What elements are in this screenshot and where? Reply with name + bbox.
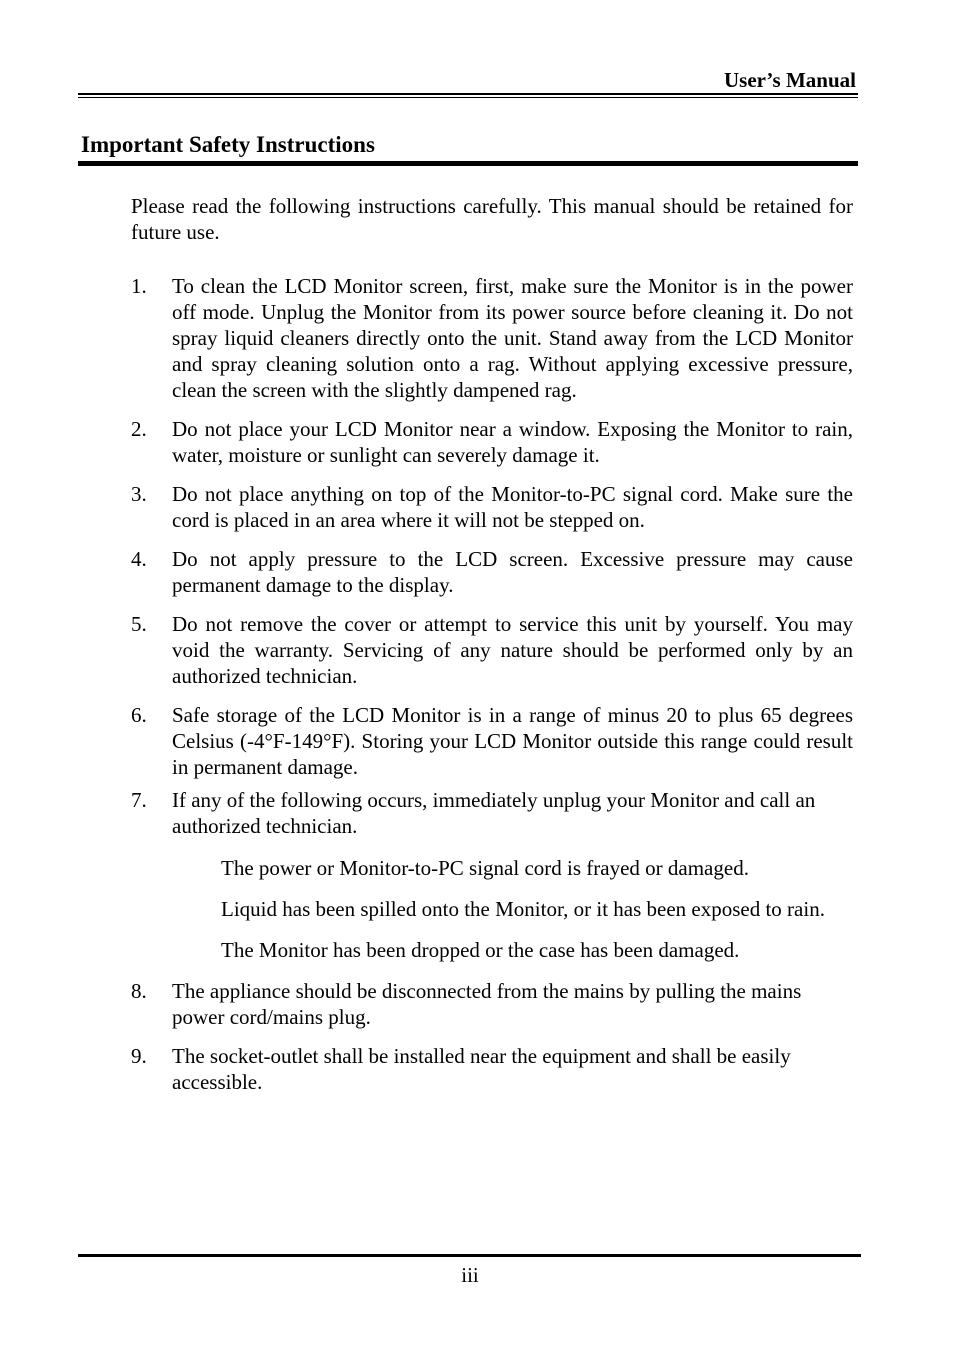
list-item — [131, 416, 853, 468]
list-item — [131, 481, 853, 533]
item-number: 3. — [131, 482, 147, 506]
sub-list — [221, 855, 853, 963]
item-text: To clean the LCD Monitor screen, first, make sure the Monitor is in the power off mode. Unplug the Monitor from its power source before cleaning it. Do not spray liquid cleaners directly onto the unit. Stand away from the LCD Monitor and spray cleaning solution onto a rag. Without applying excessive pressure, clean the screen with the slightly dampened rag. — [172, 274, 853, 402]
item-number: 1. — [131, 274, 147, 298]
list-item — [131, 978, 853, 1030]
item-text: Do not apply pressure to the LCD screen. Excessive pressure may cause permanent damage to the display. — [172, 547, 853, 597]
header-rule-thin — [78, 97, 858, 98]
section-title: Important Safety Instructions — [81, 132, 375, 157]
list-item — [131, 787, 853, 963]
header-rule-thick — [78, 93, 858, 95]
header-title: User’s Manual — [723, 68, 856, 92]
instruction-list — [131, 273, 853, 1095]
item-text: Do not place anything on top of the Monitor-to-PC signal cord. Make sure the cord is placed in an area where it will not be stepped on. — [172, 482, 853, 532]
item-text: Safe storage of the LCD Monitor is in a range of minus 20 to plus 65 degrees Celsius (-4°F-149°F). Storing your LCD Monitor outside this range could result in permanent damage. — [172, 703, 853, 779]
item-text: If any of the following occurs, immediately unplug your Monitor and call an authorized technician. — [172, 788, 816, 838]
intro-paragraph: Please read the following instructions carefully. This manual should be retained for future use. — [131, 194, 853, 244]
list-item — [131, 1043, 853, 1095]
item-text: The appliance should be disconnected from the mains by pulling the mains power cord/mains plug. — [172, 979, 802, 1029]
list-item — [131, 611, 853, 689]
item-number: 2. — [131, 417, 147, 441]
sub-list-item: Liquid has been spilled onto the Monitor, or it has been exposed to rain. — [221, 897, 825, 921]
item-text: Do not remove the cover or attempt to service this unit by yourself. You may void the warranty. Servicing of any nature should be performed only by an authorized technician. — [172, 612, 853, 688]
item-text: The socket-outlet shall be installed near the equipment and shall be easily accessible. — [172, 1044, 791, 1094]
item-text: Do not place your LCD Monitor near a window. Exposing the Monitor to rain, water, moisture or sunlight can severely damage it. — [172, 417, 853, 467]
item-number: 9. — [131, 1044, 147, 1068]
item-number: 7. — [131, 788, 147, 812]
item-number: 6. — [131, 703, 147, 727]
list-item — [131, 273, 853, 403]
item-number: 8. — [131, 979, 147, 1003]
section-rule — [78, 161, 858, 166]
list-item — [131, 546, 853, 598]
footer-rule — [78, 1254, 861, 1257]
item-number: 4. — [131, 547, 147, 571]
page-number: iii — [461, 1263, 479, 1287]
page-content — [131, 193, 853, 1108]
sub-list-item: The Monitor has been dropped or the case has been damaged. — [221, 938, 740, 962]
list-item — [131, 702, 853, 780]
sub-list-item: The power or Monitor-to-PC signal cord is frayed or damaged. — [221, 856, 749, 880]
item-number: 5. — [131, 612, 147, 636]
